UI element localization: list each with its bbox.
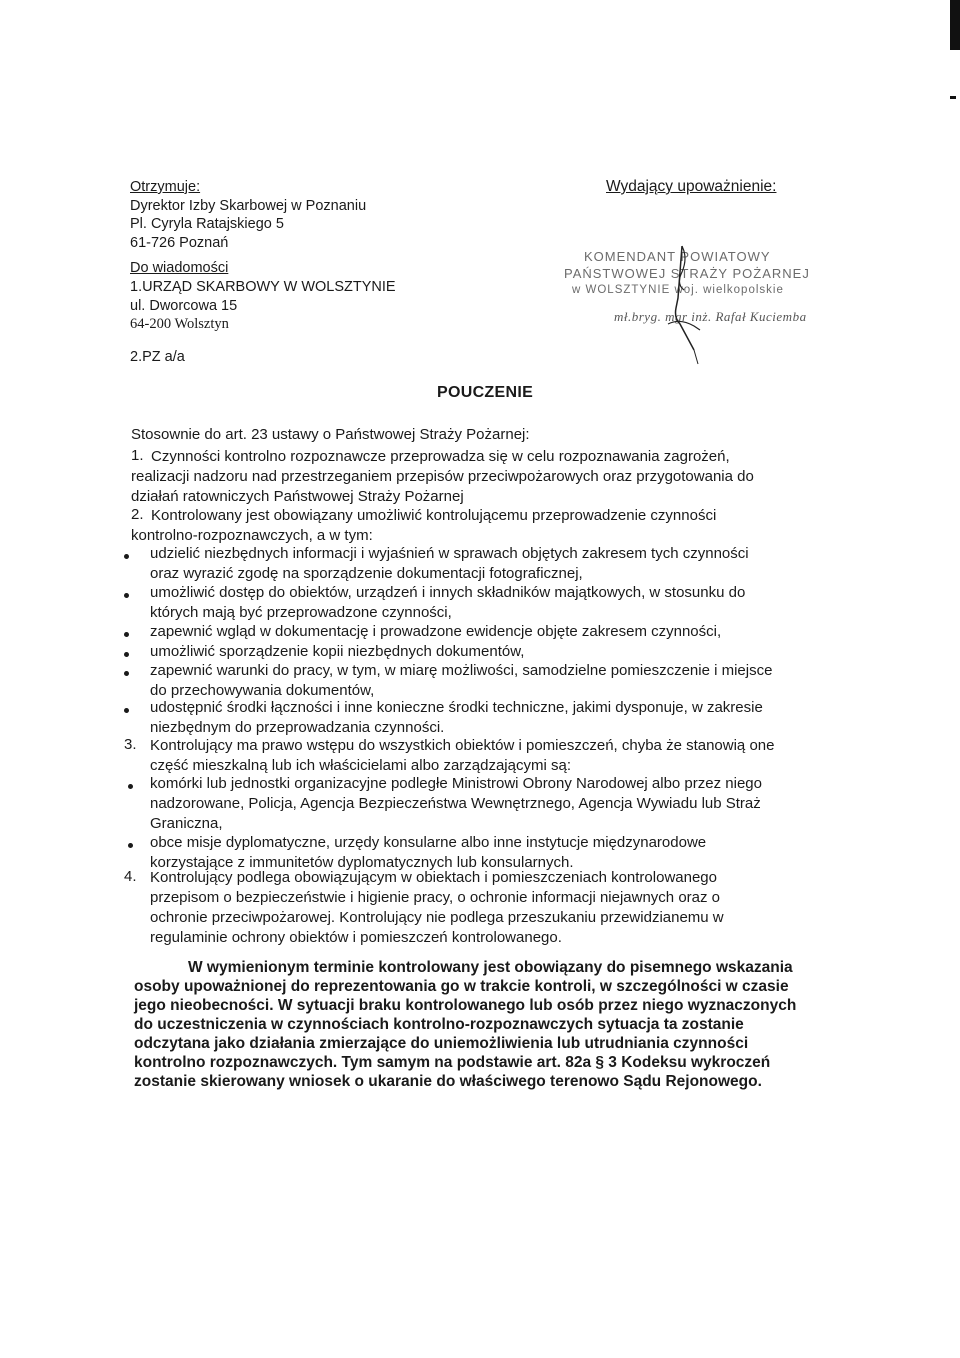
point-3-text xyxy=(150,736,850,776)
point-number: 3. xyxy=(124,736,137,753)
point-2-text xyxy=(131,506,841,546)
text-line: Kontrolujący ma prawo wstępu do wszystkich obiektów i pomieszczeń, chyba że stanowią one xyxy=(150,737,775,754)
text-line: przepisom o bezpieczeństwie i higienie pracy, o ochronie informacji niejawnych oraz o xyxy=(150,889,721,906)
text-line: umożliwić sporządzenie kopii niezbędnych dokumentów, xyxy=(150,643,525,660)
bullet-icon xyxy=(124,708,129,713)
point-1-text xyxy=(131,447,841,507)
bullet-icon xyxy=(124,593,129,598)
scan-edge-mark-top xyxy=(950,0,960,50)
bullet-item xyxy=(150,544,749,584)
cc-line: 64-200 Wolsztyn xyxy=(130,316,229,333)
text-line: do uczestniczenia w czynnościach kontrolno-rozpoznawczych sytuacja ta zostanie xyxy=(134,1016,744,1033)
text-line: odczytana jako działania zmierzające do uniemożliwienia lub utrudniania czynności xyxy=(134,1035,749,1052)
text-line: zapewnić warunki do pracy, w tym, w miarę możliwości, samodzielne pomieszczenie i miejsce xyxy=(150,662,773,679)
recipient-line: 61-726 Poznań xyxy=(130,234,229,251)
bullet-item xyxy=(150,833,706,873)
bullet-item xyxy=(150,661,772,701)
official-stamp xyxy=(560,248,850,325)
text-line: W wymienionym terminie kontrolowany jest obowiązany do pisemnego wskazania xyxy=(188,959,793,976)
recipient-line: Dyrektor Izby Skarbowej w Poznaniu xyxy=(130,197,367,214)
bullet-icon xyxy=(128,784,133,789)
bullet-icon xyxy=(128,843,133,848)
bullet-icon xyxy=(124,671,129,676)
bullet-icon xyxy=(124,652,129,657)
text-line: Kontrolujący podlega obowiązującym w obiektach i pomieszczeniach kontrolowanego xyxy=(150,869,717,886)
text-line: kontrolno rozpoznawczych. Tym samym na podstawie art. 82a § 3 Kodeksu wykroczeń xyxy=(134,1054,771,1071)
cc-heading: Do wiadomości xyxy=(130,260,229,277)
text-line: korzystające z immunitetów dyplomatycznych lub konsularnych. xyxy=(150,854,574,871)
text-line: Czynności kontrolno rozpoznawcze przeprowadza się w celu rozpoznawania zagrożeń, xyxy=(151,448,730,465)
text-line: obce misje dyplomatyczne, urzędy konsularne albo inne instytucje międzynarodowe xyxy=(150,834,707,851)
bullet-item xyxy=(150,583,745,623)
stamp-line: KOMENDANT POWIATOWY xyxy=(584,249,771,264)
text-line: do przechowywania dokumentów, xyxy=(150,682,375,699)
point-4-text xyxy=(150,868,850,948)
text-line: udzielić niezbędnych informacji i wyjaśnień w sprawach objętych zakresem tych czynności xyxy=(150,545,749,562)
text-line: kontrolno-rozpoznawczych, a w tym: xyxy=(131,527,373,544)
text-line: oraz wyrazić zgodę na sporządzenie dokumentacji fotograficznej, xyxy=(150,565,583,582)
text-line: jego nieobecności. W sytuacji braku kontrolowanego lub osób przez niego wyznaczonych xyxy=(134,997,797,1014)
text-line: regulaminie ochrony obiektów i pomieszczeń kontrolowanego. xyxy=(150,929,562,946)
text-line: udostępnić środki łączności i inne konieczne środki techniczne, jakimi dysponuje, w zakresie xyxy=(150,699,763,716)
recipients-block xyxy=(130,178,430,366)
bullet-item xyxy=(150,698,763,738)
text-line: zapewnić wgląd w dokumentację i prowadzone ewidencje objęte zakresem czynności, xyxy=(150,623,722,640)
stamp-line: PAŃSTWOWEJ STRAŻY POŻARNEJ xyxy=(564,266,810,281)
text-line: osoby upoważnionej do reprezentowania go w trakcie kontroli, w szczególności w czasie xyxy=(134,978,789,995)
handwritten-signature xyxy=(660,238,780,368)
document-title: POUCZENIE xyxy=(437,384,534,401)
point-number: 1. xyxy=(131,447,144,464)
issuer-heading: Wydający upoważnienie: xyxy=(606,178,777,195)
text-line: Graniczna, xyxy=(150,815,223,832)
bullet-icon xyxy=(124,632,129,637)
warning-paragraph xyxy=(134,958,854,1091)
bullet-icon xyxy=(124,554,129,559)
text-line: umożliwić dostęp do obiektów, urządzeń i innych składników majątkowych, w stosunku do xyxy=(150,584,746,601)
bullet-item xyxy=(150,774,762,834)
recipient-line: Pl. Cyryla Ratajskiego 5 xyxy=(130,216,284,233)
stamp-signature-text: mł.bryg. mgr inż. Rafał Kuciemba xyxy=(614,309,807,324)
text-line: niezbędnym do przeprowadzania czynności. xyxy=(150,719,445,736)
text-line: część mieszkalną lub ich właścicielami albo zarządzającymi są: xyxy=(150,757,571,774)
bullet-item xyxy=(150,642,524,662)
bullet-item xyxy=(150,622,721,642)
text-line: Kontrolowany jest obowiązany umożliwić kontrolującemu przeprowadzenie czynności xyxy=(151,507,717,524)
cc-line: ul. Dworcowa 15 xyxy=(130,297,238,314)
cc-line: 1.URZĄD SKARBOWY W WOLSZTYNIE xyxy=(130,278,396,295)
text-line: ochronie przeciwpożarowej. Kontrolujący nie podlega przeszukaniu przewidzianemu w xyxy=(150,909,724,926)
stamp-line: w WOLSZTYNIE woj. wielkopolskie xyxy=(572,284,784,296)
text-line: zostanie skierowany wniosek o ukaranie do właściwego terenowo Sądu Rejonowego. xyxy=(134,1073,762,1090)
recipients-heading: Otrzymuje: xyxy=(130,179,201,195)
text-line: których mają być przeprowadzone czynności, xyxy=(150,604,452,621)
point-number: 4. xyxy=(124,868,137,885)
text-line: działań ratowniczych Państwowej Straży Pożarnej xyxy=(131,488,464,505)
text-line: komórki lub jednostki organizacyjne podległe Ministrowi Obrony Narodowej albo przez niego xyxy=(150,775,762,792)
scan-edge-mark-small xyxy=(950,96,956,99)
pz-line: 2.PZ a/a xyxy=(130,348,185,365)
intro-text: Stosownie do art. 23 ustawy o Państwowej Straży Pożarnej: xyxy=(131,426,530,443)
point-number: 2. xyxy=(131,506,144,523)
text-line: realizacji nadzoru nad przestrzeganiem przepisów przeciwpożarowych oraz przygotowania do xyxy=(131,468,754,485)
text-line: nadzorowane, Policja, Agencja Bezpieczeństwa Wewnętrznego, Agencja Wywiadu lub Straż xyxy=(150,795,761,812)
